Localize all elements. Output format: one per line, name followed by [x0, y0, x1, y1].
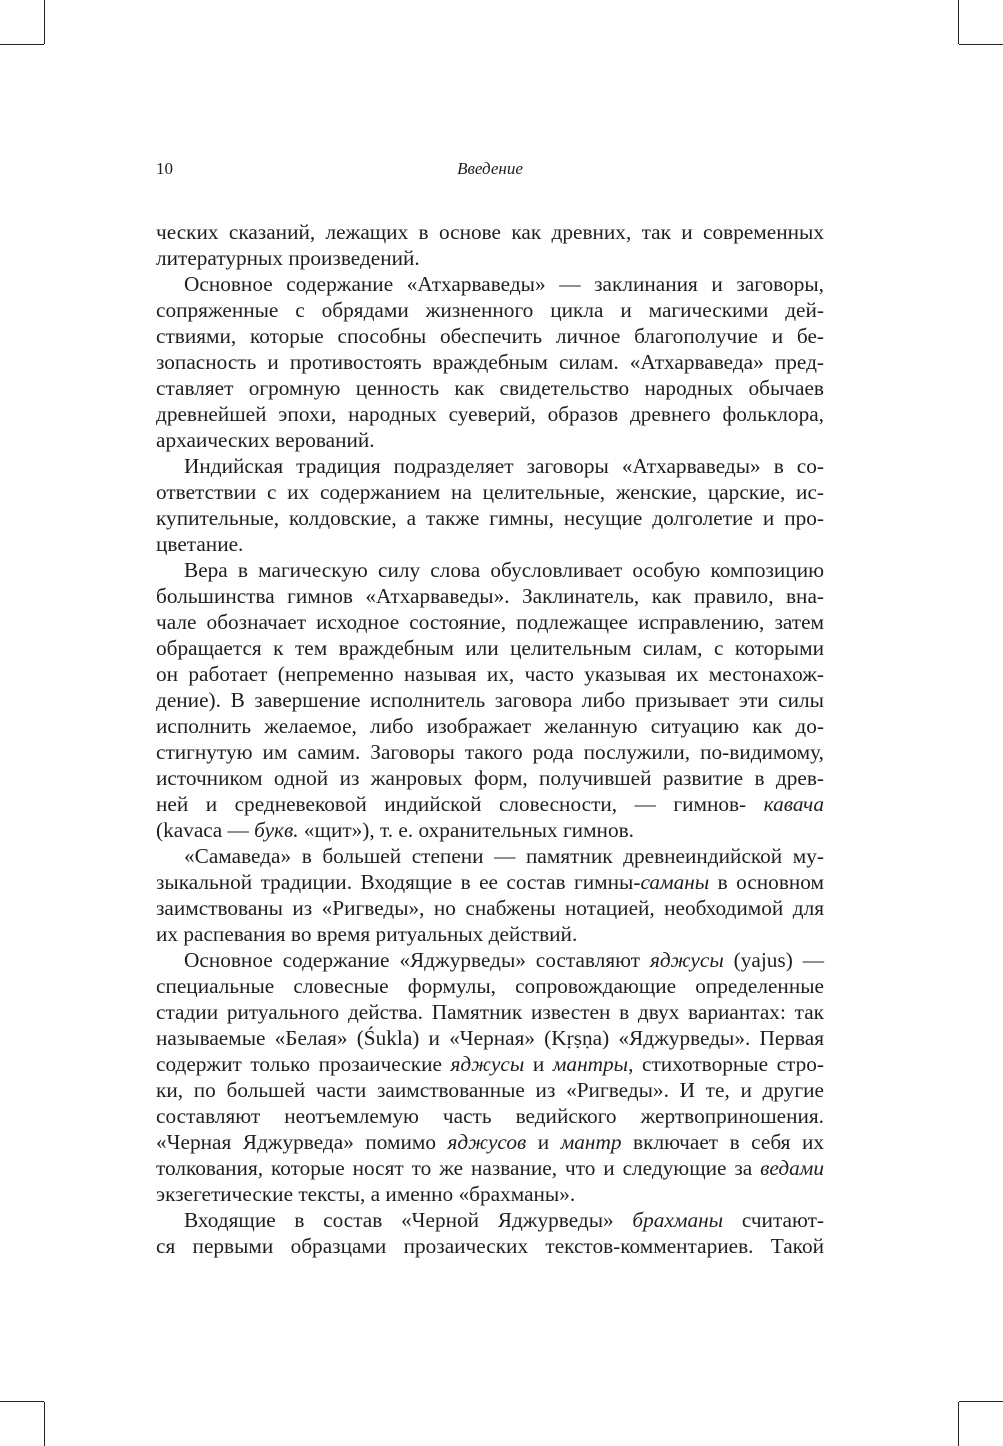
text-line: «Черная Яджурведа» помимо яджусов и мантр включает в себя их	[156, 1130, 824, 1154]
text-line: он работает (непременно называя их, часто указывая их местонахож-	[156, 662, 824, 686]
text-line: Основное содержание «Яджурведы» составляют яджусы (yajus) —	[184, 948, 824, 972]
text-line: содержит только прозаические яджусы и мантры, стихотворные стро-	[156, 1052, 825, 1076]
text-line: их распевания во время ритуальных действий.	[156, 922, 578, 946]
text-line: исполнить желаемое, либо изображает желанную ситуацию как до-	[156, 714, 824, 738]
text-line: ся первыми образцами прозаических текстов-комментариев. Такой	[156, 1234, 824, 1258]
text-line: заимствованы из «Ригведы», но снабжены нотацией, необходимой для	[156, 896, 824, 920]
text-line: Вера в магическую силу слова обусловливает особую композицию	[184, 558, 824, 582]
text-line: ки, по большей части заимствованные из «Ригведы». И те, и другие	[156, 1078, 824, 1102]
text-line: ческих сказаний, лежащих в основе как древних, так и современных	[156, 220, 824, 244]
text-line: сопряженные с обрядами жизненного цикла и магическими дей-	[156, 298, 824, 322]
text-line: стадии ритуального действа. Памятник известен в двух вариантах: так	[156, 1000, 824, 1024]
text-line: Основное содержание «Атхарваведы» — заклинания и заговоры,	[184, 272, 824, 296]
crop-mark-bottom-left-horizontal	[0, 1401, 44, 1402]
section-title: Введение	[457, 159, 523, 178]
crop-mark-bottom-right-horizontal	[959, 1401, 1003, 1402]
text-line: большинства гимнов «Атхарваведы». Заклинатель, как правило, вна-	[156, 584, 824, 608]
text-line: ствиями, которые способны обеспечить личное благополучие и бе-	[156, 324, 824, 348]
text-line: обращается к тем враждебным или целительным силам, с которыми	[156, 636, 824, 660]
text-line: «Самаведа» в большей степени — памятник древнеиндийской му-	[184, 844, 824, 868]
text-line: чале обозначает исходное состояние, подлежащее исправлению, затем	[156, 610, 824, 634]
text-line: ответствии с их содержанием на целительные, женские, царские, ис-	[156, 480, 824, 504]
text-line: называемые «Белая» (Śukla) и «Черная» (Kṛṣṇa) «Яджурведы». Первая	[156, 1026, 824, 1050]
text-line: источником одной из жанровых форм, получившей развитие в древ-	[156, 766, 824, 790]
text-line: ставляет огромную ценность как свидетельство народных обычаев	[156, 376, 824, 400]
text-line: древнейшей эпохи, народных суеверий, образов древнего фольклора,	[156, 402, 824, 426]
text-line: ней и средневековой индийской словесности, — гимнов- кавача	[156, 792, 824, 816]
text-line: специальные словесные формулы, сопровождающие определенные	[156, 974, 824, 998]
text-line: цветание.	[156, 532, 244, 556]
text-line: зыкальной традиции. Входящие в ее состав гимны-саманы в основном	[156, 870, 825, 894]
text-line: Индийская традиция подразделяет заговоры «Атхарваведы» в со-	[184, 454, 824, 478]
text-line: Входящие в состав «Черной Яджурведы» брахманы считают-	[184, 1208, 824, 1232]
text-line: толкования, которые носят то же название, что и следующие за ведами	[156, 1156, 824, 1180]
crop-mark-top-right-horizontal	[959, 44, 1003, 45]
crop-mark-bottom-right-vertical	[958, 1402, 959, 1446]
text-line: стигнутую им самим. Заговоры такого рода послужили, по-видимому,	[156, 740, 824, 764]
crop-mark-bottom-left-vertical	[44, 1402, 45, 1446]
text-line: составляют неотъемлемую часть ведийского жертвоприношения.	[156, 1104, 824, 1128]
text-line: дение). В завершение исполнитель заговора либо призывает эти силы	[156, 688, 824, 712]
text-line: литературных произведений.	[156, 246, 420, 270]
text-line: зопасность и противостоять враждебным силам. «Атхарваведа» пред-	[156, 350, 824, 374]
crop-mark-top-right-vertical	[958, 0, 959, 44]
text-line: купительные, колдовские, а также гимны, несущие долголетие и про-	[156, 506, 824, 530]
crop-mark-top-left-vertical	[44, 0, 45, 44]
crop-mark-top-left-horizontal	[0, 44, 44, 45]
text-line: архаических верований.	[156, 428, 375, 452]
page-number: 10	[156, 159, 173, 178]
text-line: экзегетические тексты, а именно «брахманы».	[156, 1182, 576, 1206]
text-line: (kavaca — букв. «щит»), т. е. охранительных гимнов.	[156, 818, 634, 842]
body-text	[156, 219, 824, 1259]
